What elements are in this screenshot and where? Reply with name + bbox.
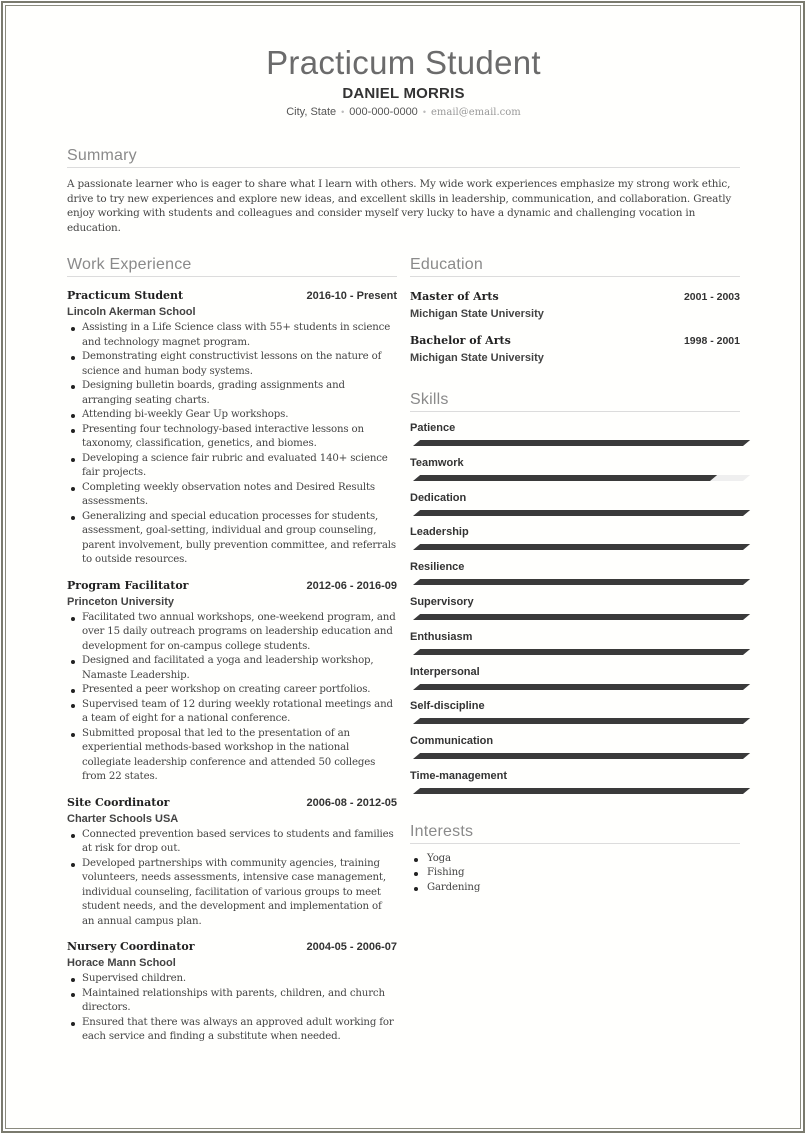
skill-level-fill [413, 684, 750, 690]
bullet-item: Connected prevention based services to students and families at risk for drop out. [67, 828, 397, 857]
bullet-item: Generalizing and special education processes for students, assessment, goal-setting, individual and group counseling, parent involvement, bully prevention committee, and referrals to outside resources. [67, 510, 397, 568]
job-header [67, 579, 397, 592]
job-dates: 2016-10 - Present [306, 290, 397, 302]
job-header [67, 940, 397, 953]
summary-text: A passionate learner who is eager to share what I learn with others. My wide work experiences emphasize my strong work ethic, drive to try new experiences and explore new ideas, and excellent skills in leadership, communication, and collaboration. Greatly enjoy working with students and colleagues and consider myself very lucky to have a dynamic and challenging vocation in education. [67, 178, 732, 234]
skill-level-bar [413, 684, 750, 690]
skill-level-fill [413, 753, 750, 759]
skill-item [410, 526, 740, 561]
bullet-item: Completing weekly observation notes and Desired Results assessments. [67, 481, 397, 510]
skills-list [410, 422, 740, 805]
job-bullets [67, 611, 397, 785]
section-heading-interests: Interests [410, 823, 740, 844]
bullet-item: Developed partnerships with community agencies, training volunteers, needs assessments, intensive case management, individual counseling, facilitation of various groups to meet student needs, and the development and implementation of an annual campus plan. [67, 857, 397, 930]
resume-page [67, 0, 740, 1042]
skill-label: Interpersonal [410, 665, 480, 678]
bullet-item: Submitted proposal that led to the presentation of an experiential methods-based workshop in the national collegiate leadership conference and attended 50 colleges from 22 states. [67, 727, 397, 785]
skill-item [410, 666, 740, 701]
separator-dot-icon: • [341, 107, 345, 117]
skill-level-bar [413, 579, 750, 585]
job-bullets [67, 321, 397, 568]
skill-item [410, 422, 740, 457]
bullet-item: Developing a science fair rubric and evaluated 140+ science fair projects. [67, 452, 397, 481]
skill-level-fill [413, 510, 750, 516]
education-header [410, 334, 740, 347]
job-bullets [67, 828, 397, 930]
skill-level-bar [413, 788, 750, 794]
bullet-item: Presented a peer workshop on creating career portfolios. [67, 683, 397, 698]
job-bullets [67, 972, 397, 1045]
section-heading-education: Education [410, 256, 740, 277]
resume-title: Practicum Student [266, 44, 541, 81]
job-organization: Princeton University [67, 595, 174, 608]
job-organization: Lincoln Akerman School [67, 306, 196, 318]
bullet-item: Demonstrating eight constructivist lessons on the nature of science and human body systems. [67, 350, 397, 379]
interest-item: Yoga [410, 852, 740, 867]
education-header [410, 290, 740, 303]
education-entry [410, 290, 740, 320]
skill-level-bar [413, 510, 750, 516]
contact-line [67, 106, 740, 118]
bullet-item: Presenting four technology-based interactive lessons on taxonomy, classification, genetics, and biomes. [67, 423, 397, 452]
interests-list [410, 852, 740, 896]
job-dates: 2012-06 - 2016-09 [306, 579, 397, 592]
skill-level-fill [413, 475, 717, 481]
interest-item: Gardening [410, 881, 740, 896]
skill-level-bar [413, 440, 750, 446]
skill-label: Teamwork [410, 456, 464, 469]
bullet-item: Designing bulletin boards, grading assignments and arranging seating charts. [67, 379, 397, 408]
contact-email[interactable]: email@email.com [430, 107, 521, 118]
bullet-item: Assisting in a Life Science class with 55+ students in science and technology magnet program. [67, 321, 397, 350]
bullet-item: Supervised children. [67, 972, 397, 987]
job-header [67, 289, 397, 302]
bullet-item: Designed and facilitated a yoga and leadership workshop, Namaste Leadership. [67, 654, 397, 683]
section-heading-work-experience: Work Experience [67, 256, 397, 277]
job-dates: 2006-08 - 2012-05 [306, 796, 397, 809]
work-experience-section [67, 256, 397, 1045]
section-heading-summary: Summary [67, 147, 740, 168]
education-school: Michigan State University [410, 308, 544, 320]
education-degree: Master of Arts [410, 290, 499, 303]
job-entry [67, 289, 397, 568]
resume-header [67, 0, 740, 118]
skill-item [410, 631, 740, 666]
skill-label: Patience [410, 422, 456, 434]
job-title: Nursery Coordinator [67, 940, 195, 953]
skill-item [410, 700, 740, 735]
skill-label: Supervisory [410, 595, 474, 608]
education-degree: Bachelor of Arts [410, 334, 511, 347]
job-title: Program Facilitator [67, 578, 189, 592]
skill-label: Time-management [410, 769, 507, 782]
skill-level-fill [413, 649, 750, 655]
skill-label: Leadership [410, 526, 469, 539]
skill-level-bar [413, 718, 750, 724]
skill-item [410, 596, 740, 631]
interest-item: Fishing [410, 866, 740, 881]
skill-label: Enthusiasm [410, 630, 473, 643]
skill-item [410, 770, 740, 805]
summary-section [67, 147, 740, 235]
skills-section [410, 391, 740, 805]
education-dates: 1998 - 2001 [683, 335, 740, 347]
education-school: Michigan State University [410, 352, 544, 364]
skill-level-bar [413, 614, 750, 620]
job-header [67, 796, 397, 809]
bullet-item: Supervised team of 12 during weekly rotational meetings and a team of eight for a national conference. [67, 698, 397, 727]
skill-item [410, 735, 740, 770]
job-organization: Charter Schools USA [67, 812, 179, 825]
education-dates: 2001 - 2003 [683, 291, 740, 303]
skill-level-fill [413, 544, 750, 550]
job-title: Practicum Student [67, 289, 184, 302]
bullet-item: Maintained relationships with parents, children, and church directors. [67, 987, 397, 1016]
skill-level-fill [413, 614, 750, 620]
education-section [410, 256, 740, 364]
skill-level-fill [413, 788, 750, 794]
contact-location: City, State [286, 106, 337, 118]
skill-level-bar [413, 753, 750, 759]
job-entry [67, 940, 397, 1045]
skill-level-bar [413, 475, 750, 481]
skill-label: Dedication [410, 491, 467, 504]
skill-level-fill [413, 718, 750, 724]
job-title: Site Coordinator [67, 795, 170, 809]
skill-level-fill [413, 579, 750, 585]
bullet-item: Attending bi-weekly Gear Up workshops. [67, 408, 397, 423]
skill-item [410, 457, 740, 492]
sidebar-column [410, 256, 740, 895]
skill-item [410, 492, 740, 527]
candidate-name: DANIEL MORRIS [342, 85, 465, 102]
skill-label: Resilience [410, 561, 465, 574]
contact-phone: 000-000-0000 [349, 106, 418, 118]
bullet-item: Facilitated two annual workshops, one-weekend program, and over 15 daily outreach programs on leadership education and development for on-campus college students. [67, 611, 397, 655]
job-dates: 2004-05 - 2006-07 [306, 941, 397, 953]
job-entry [67, 796, 397, 930]
education-entry [410, 334, 740, 364]
skill-level-bar [413, 649, 750, 655]
job-organization: Horace Mann School [67, 957, 176, 969]
education-list [410, 290, 740, 364]
skill-label: Self-discipline [410, 700, 485, 713]
skill-level-bar [413, 544, 750, 550]
separator-dot-icon: • [422, 107, 426, 117]
skill-label: Communication [410, 735, 494, 748]
bullet-item: Ensured that there was always an approved adult working for each service and finding a substitute when needed. [67, 1016, 397, 1045]
job-list [67, 289, 397, 1045]
job-entry [67, 579, 397, 785]
skill-item [410, 561, 740, 596]
interests-section [410, 823, 740, 896]
skill-level-fill [413, 440, 750, 446]
section-heading-skills: Skills [410, 391, 740, 412]
